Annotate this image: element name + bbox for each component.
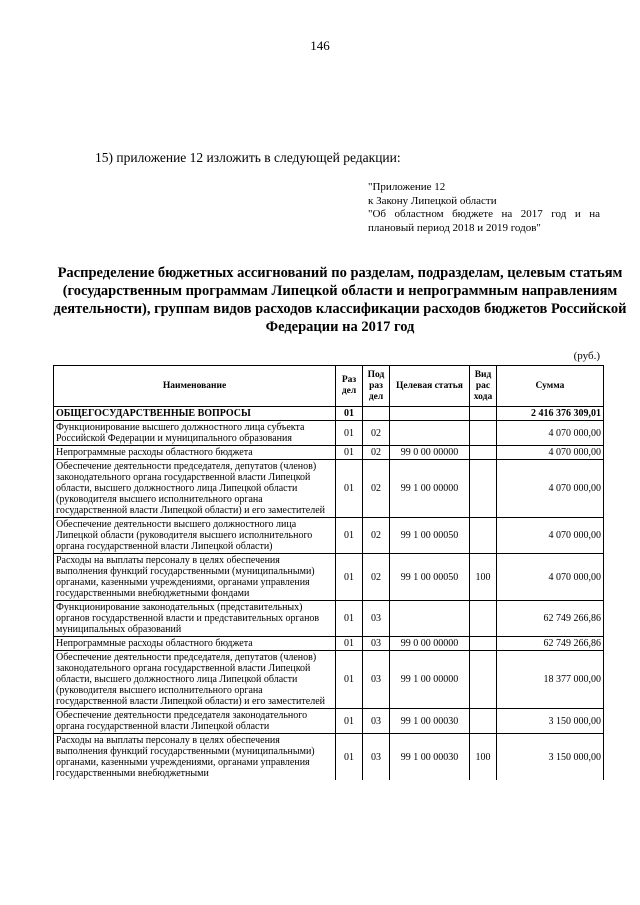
table-row <box>54 460 604 518</box>
table-row <box>54 651 604 709</box>
row-target: 99 1 00 00050 <box>390 518 470 554</box>
table-row <box>54 446 604 460</box>
row-section: 01 <box>336 709 363 734</box>
page-number: 146 <box>310 38 330 53</box>
row-section: 01 <box>336 421 363 446</box>
row-name: Непрограммные расходы областного бюджета <box>54 446 336 460</box>
row-amount: 2 416 376 309,01 <box>497 407 604 421</box>
table-row <box>54 637 604 651</box>
row-amount: 62 749 266,86 <box>497 601 604 637</box>
units-label: (руб.) <box>573 350 600 362</box>
row-subsection: 02 <box>363 554 390 601</box>
row-name: Функционирование законодательных (представительных) органов государственной власти и представительных органов муниципальных образований <box>54 601 336 637</box>
row-type <box>470 651 497 709</box>
table-header-row <box>54 366 604 407</box>
row-target: 99 1 00 00030 <box>390 709 470 734</box>
row-name: Обеспечение деятельности председателя, депутатов (членов) законодательного органа государственной власти Липецкой области, высшего должностного лица Липецкой области (руководителя высшего исполнительного органа государственной власти Липецкой области) и его заместителей <box>54 651 336 709</box>
row-section: 01 <box>336 446 363 460</box>
row-amount: 4 070 000,00 <box>497 446 604 460</box>
row-target: 99 0 00 00000 <box>390 637 470 651</box>
row-type <box>470 460 497 518</box>
row-section: 01 <box>336 601 363 637</box>
row-section: 01 <box>336 651 363 709</box>
row-name: ОБЩЕГОСУДАРСТВЕННЫЕ ВОПРОСЫ <box>54 407 336 421</box>
header-subsection: Под раз дел <box>363 366 390 407</box>
row-name: Непрограммные расходы областного бюджета <box>54 637 336 651</box>
row-subsection: 02 <box>363 421 390 446</box>
row-subsection: 02 <box>363 446 390 460</box>
row-name: Функционирование высшего должностного лица субъекта Российской Федерации и муниципального образования <box>54 421 336 446</box>
row-section: 01 <box>336 554 363 601</box>
row-section: 01 <box>336 734 363 781</box>
appendix-line-1: "Приложение 12 <box>368 181 446 193</box>
row-target <box>390 407 470 421</box>
row-section: 01 <box>336 518 363 554</box>
row-subsection: 02 <box>363 518 390 554</box>
row-type: 100 <box>470 734 497 781</box>
row-amount: 3 150 000,00 <box>497 709 604 734</box>
row-name: Обеспечение деятельности председателя законодательного органа государственной власти Липецкой области <box>54 709 336 734</box>
row-subsection: 03 <box>363 637 390 651</box>
row-subsection <box>363 407 390 421</box>
row-name: Расходы на выплаты персоналу в целях обеспечения выполнения функций государственными (муниципальными) органами, казенными учреждениями, органами управления государственными внебюджетными фондами <box>54 554 336 601</box>
row-type <box>470 421 497 446</box>
row-amount: 4 070 000,00 <box>497 421 604 446</box>
appendix-line-2: к Закону Липецкой области <box>368 194 497 207</box>
row-amount: 4 070 000,00 <box>497 518 604 554</box>
table-row <box>54 601 604 637</box>
instruction-text: 15) приложение 12 изложить в следующей редакции: <box>95 150 401 165</box>
table-row <box>54 709 604 734</box>
table-row <box>54 407 604 421</box>
header-amount: Сумма <box>497 366 604 407</box>
row-subsection: 03 <box>363 709 390 734</box>
appendix-reference <box>368 181 600 235</box>
row-section: 01 <box>336 637 363 651</box>
row-subsection: 02 <box>363 460 390 518</box>
row-type <box>470 601 497 637</box>
row-target: 99 1 00 00000 <box>390 651 470 709</box>
row-subsection: 03 <box>363 601 390 637</box>
row-target: 99 0 00 00000 <box>390 446 470 460</box>
appendix-line-4: плановый период 2018 и 2019 годов" <box>368 221 541 234</box>
table-row <box>54 518 604 554</box>
header-target: Целевая статья <box>390 366 470 407</box>
row-amount: 18 377 000,00 <box>497 651 604 709</box>
header-type: Вид рас хода <box>470 366 497 407</box>
header-name: Наименование <box>54 366 336 407</box>
row-type <box>470 446 497 460</box>
row-section: 01 <box>336 407 363 421</box>
appendix-line-3: "Об областном бюджете на 2017 год и на <box>368 208 600 220</box>
row-name: Обеспечение деятельности председателя, депутатов (членов) законодательного органа государственной власти Липецкой области, высшего должностного лица Липецкой области (руководителя высшего исполнительного органа государственной власти Липецкой области) и его заместителей <box>54 460 336 518</box>
row-target <box>390 601 470 637</box>
row-subsection: 03 <box>363 651 390 709</box>
row-target: 99 1 00 00030 <box>390 734 470 781</box>
row-type <box>470 637 497 651</box>
row-amount: 3 150 000,00 <box>497 734 604 781</box>
budget-table <box>53 365 604 780</box>
row-name: Расходы на выплаты персоналу в целях обеспечения выполнения функций государственными (муниципальными) органами, казенными учреждениями, органами управления государственными внебюджетными <box>54 734 336 781</box>
row-type <box>470 407 497 421</box>
row-target: 99 1 00 00050 <box>390 554 470 601</box>
row-name: Обеспечение деятельности высшего должностного лица Липецкой области (руководителя высшего исполнительного органа государственной власти Липецкой области) <box>54 518 336 554</box>
table-row <box>54 734 604 781</box>
row-amount: 4 070 000,00 <box>497 460 604 518</box>
row-section: 01 <box>336 460 363 518</box>
row-subsection: 03 <box>363 734 390 781</box>
row-type: 100 <box>470 554 497 601</box>
row-amount: 62 749 266,86 <box>497 637 604 651</box>
document-title: Распределение бюджетных ассигнований по разделам, подразделам, целевым статьям (государственным программам Липецкой области и непрограммным направлениям деятельности), группам видов расходов классификации расходов бюджетов Российской Федерации на 2017 год <box>53 265 627 335</box>
header-section: Раз дел <box>336 366 363 407</box>
row-target <box>390 421 470 446</box>
row-type <box>470 518 497 554</box>
table-row <box>54 554 604 601</box>
row-amount: 4 070 000,00 <box>497 554 604 601</box>
row-type <box>470 709 497 734</box>
table-row <box>54 421 604 446</box>
row-target: 99 1 00 00000 <box>390 460 470 518</box>
